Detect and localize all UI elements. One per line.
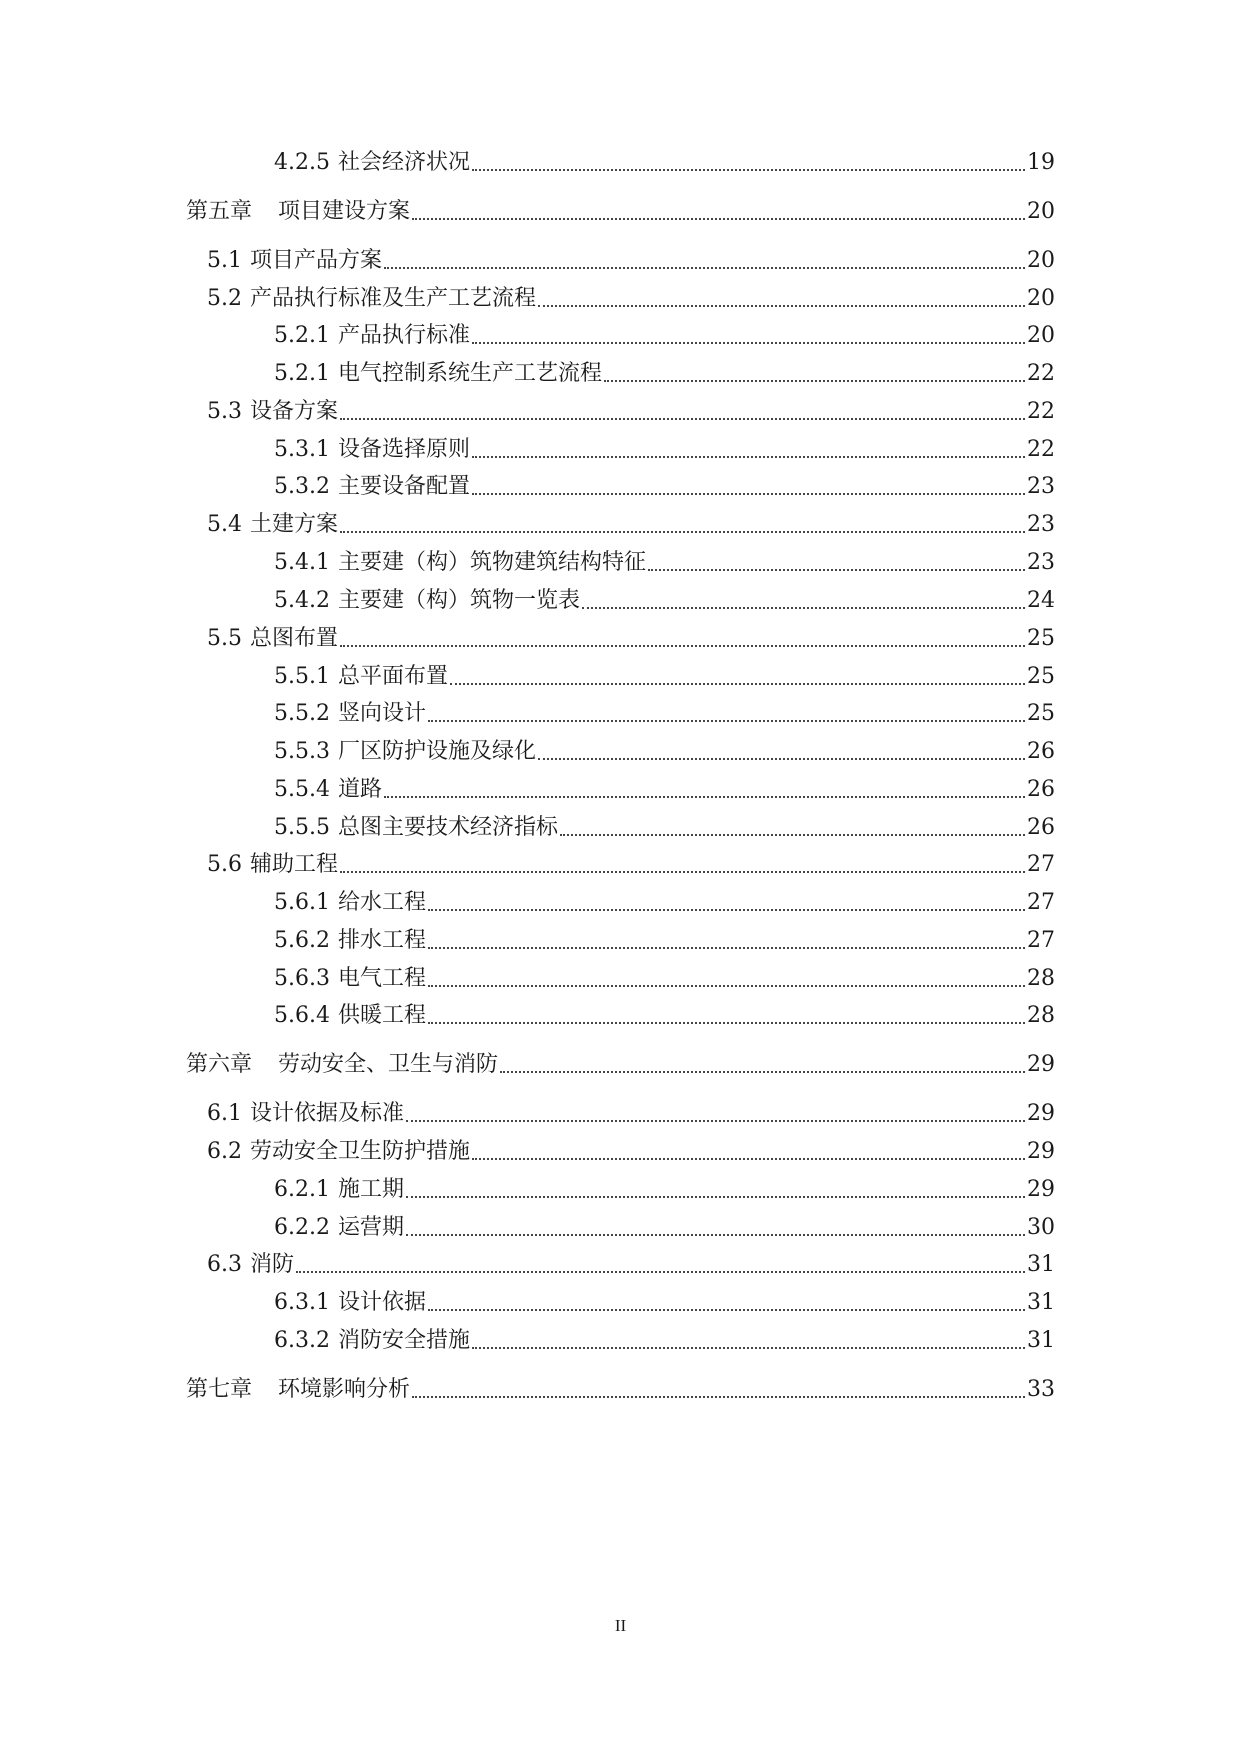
- toc-entry-page: 22: [1027, 437, 1055, 462]
- toc-entry-title: 厂区防护设施及绿化: [337, 739, 536, 764]
- toc-entry-number: 5.3: [207, 399, 242, 424]
- toc-entry-page: 27: [1027, 852, 1055, 877]
- toc-entry-title: 劳动安全、卫生与消防: [278, 1052, 499, 1077]
- toc-entry[interactable]: [274, 729, 1055, 767]
- toc-dot-leader: [428, 1022, 1025, 1024]
- toc-entry[interactable]: [207, 276, 1055, 314]
- toc-entry[interactable]: [274, 1280, 1055, 1318]
- toc-entry-title: 土建方案: [250, 512, 339, 537]
- toc-entry[interactable]: [207, 389, 1055, 427]
- toc-entry[interactable]: [274, 918, 1055, 956]
- toc-entry[interactable]: [207, 238, 1055, 276]
- toc-entry[interactable]: [186, 1367, 1055, 1405]
- toc-entry-number: 5.5.4: [274, 777, 330, 802]
- toc-entry-number: 5.2.1: [274, 361, 330, 386]
- toc-dot-leader: [296, 1271, 1025, 1273]
- toc-entry[interactable]: [207, 1242, 1055, 1280]
- page-number: II: [614, 1616, 627, 1635]
- toc-entry-title: 总图主要技术经济指标: [337, 815, 558, 840]
- toc-entry-page: 30: [1027, 1215, 1055, 1240]
- toc-entry-page: 20: [1027, 199, 1055, 224]
- toc-entry[interactable]: [207, 1129, 1055, 1167]
- toc-entry-number: 第五章: [186, 199, 253, 224]
- toc-dot-leader: [472, 493, 1025, 495]
- toc-entry-page: 26: [1027, 777, 1055, 802]
- toc-entry-page: 19: [1027, 150, 1055, 175]
- toc-entry[interactable]: [274, 1167, 1055, 1205]
- toc-entry[interactable]: [274, 578, 1055, 616]
- toc-dot-leader: [340, 871, 1025, 873]
- toc-entry-title: 辅助工程: [250, 852, 339, 877]
- toc-entry-number: 5.5.5: [274, 815, 330, 840]
- toc-entry[interactable]: [274, 427, 1055, 465]
- toc-entry-number: 5.2.1: [274, 323, 330, 348]
- toc-entry[interactable]: [274, 993, 1055, 1031]
- toc-dot-leader: [412, 218, 1025, 220]
- toc-entry-number: 6.3.1: [274, 1290, 330, 1315]
- toc-dot-leader: [406, 1196, 1025, 1198]
- toc-entry-number: 5.3.1: [274, 437, 330, 462]
- toc-entry[interactable]: [274, 654, 1055, 692]
- toc-entry-title: 产品执行标准: [337, 323, 470, 348]
- toc-entry-page: 25: [1027, 701, 1055, 726]
- toc-entry-title: 电气工程: [337, 966, 426, 991]
- toc-entry-number: 5.6.1: [274, 890, 330, 915]
- toc-dot-leader: [472, 456, 1025, 458]
- toc-entry-title: 劳动安全卫生防护措施: [250, 1139, 471, 1164]
- toc-entry-number: 5.2: [207, 286, 242, 311]
- toc-entry-page: 29: [1027, 1177, 1055, 1202]
- toc-entry-number: 6.2.2: [274, 1215, 330, 1240]
- toc-entry-page: 31: [1027, 1290, 1055, 1315]
- toc-entry-number: 5.5.2: [274, 701, 330, 726]
- toc-dot-leader: [412, 1396, 1025, 1398]
- toc-entry-number: 5.6.4: [274, 1003, 330, 1028]
- toc-entry-title: 主要设备配置: [337, 474, 470, 499]
- toc-entry-title: 总平面布置: [337, 664, 448, 689]
- toc-entry[interactable]: [274, 1318, 1055, 1356]
- toc-entry-page: 29: [1027, 1101, 1055, 1126]
- toc-dot-leader: [428, 1309, 1025, 1311]
- toc-dot-leader: [648, 569, 1025, 571]
- toc-entry-title: 道路: [337, 777, 382, 802]
- toc-entry[interactable]: [207, 616, 1055, 654]
- toc-entry-number: 5.5: [207, 626, 242, 651]
- toc-entry-page: 24: [1027, 588, 1055, 613]
- toc-entry-page: 22: [1027, 361, 1055, 386]
- toc-entry[interactable]: [274, 805, 1055, 843]
- toc-entry-page: 31: [1027, 1328, 1055, 1353]
- toc-entry-page: 29: [1027, 1139, 1055, 1164]
- toc-entry-title: 电气控制系统生产工艺流程: [337, 361, 602, 386]
- toc-dot-leader: [582, 607, 1025, 609]
- toc-entry-title: 环境影响分析: [278, 1377, 411, 1402]
- toc-dot-leader: [472, 342, 1025, 344]
- toc-entry-page: 23: [1027, 512, 1055, 537]
- toc-entry[interactable]: [186, 189, 1055, 227]
- toc-entry[interactable]: [207, 502, 1055, 540]
- toc-entry-page: 33: [1027, 1377, 1055, 1402]
- toc-entry-number: 6.3.2: [274, 1328, 330, 1353]
- toc-dot-leader: [384, 267, 1025, 269]
- toc-entry-title: 施工期: [337, 1177, 404, 1202]
- toc-entry[interactable]: [274, 691, 1055, 729]
- toc-entry-title: 消防: [250, 1252, 295, 1277]
- toc-entry-title: 供暖工程: [337, 1003, 426, 1028]
- toc-entry-title: 设备方案: [250, 399, 339, 424]
- toc-entry-title: 设备选择原则: [337, 437, 470, 462]
- toc-entry[interactable]: [274, 767, 1055, 805]
- toc-entry-page: 25: [1027, 664, 1055, 689]
- toc-entry-title: 给水工程: [337, 890, 426, 915]
- toc-entry[interactable]: [207, 1091, 1055, 1129]
- toc-dot-leader: [428, 985, 1025, 987]
- toc-entry[interactable]: [274, 880, 1055, 918]
- toc-dot-leader: [428, 720, 1025, 722]
- toc-entry[interactable]: [274, 351, 1055, 389]
- toc-entry-number: 5.6.3: [274, 966, 330, 991]
- toc-dot-leader: [472, 169, 1025, 171]
- toc-entry-title: 总图布置: [250, 626, 339, 651]
- toc-dot-leader: [406, 1234, 1025, 1236]
- toc-entry-page: 20: [1027, 248, 1055, 273]
- toc-entry-page: 20: [1027, 286, 1055, 311]
- toc-entry-page: 28: [1027, 1003, 1055, 1028]
- toc-entry-title: 项目建设方案: [278, 199, 411, 224]
- toc-entry-title: 设计依据及标准: [250, 1101, 405, 1126]
- toc-entry-number: 5.5.3: [274, 739, 330, 764]
- toc-entry-number: 5.5.1: [274, 664, 330, 689]
- toc-entry[interactable]: [274, 140, 1055, 178]
- toc-entry-title: 项目产品方案: [250, 248, 383, 273]
- toc-dot-leader: [538, 305, 1025, 307]
- toc-entry-number: 6.2.1: [274, 1177, 330, 1202]
- toc-entry-page: 28: [1027, 966, 1055, 991]
- toc-entry-number: 6.1: [207, 1101, 242, 1126]
- toc-dot-leader: [472, 1347, 1025, 1349]
- toc-dot-leader: [428, 909, 1025, 911]
- toc-entry-page: 23: [1027, 474, 1055, 499]
- toc-dot-leader: [500, 1071, 1025, 1073]
- toc-entry-number: 5.4: [207, 512, 242, 537]
- toc-entry-title: 产品执行标准及生产工艺流程: [250, 286, 537, 311]
- toc-entry-number: 5.1: [207, 248, 242, 273]
- toc-entry-page: 27: [1027, 928, 1055, 953]
- toc-entry-title: 社会经济状况: [337, 150, 470, 175]
- toc-dot-leader: [384, 796, 1025, 798]
- toc-entry[interactable]: [207, 842, 1055, 880]
- toc-entry-page: 26: [1027, 739, 1055, 764]
- toc-entry-title: 主要建（构）筑物一览表: [337, 588, 580, 613]
- toc-entry-page: 20: [1027, 323, 1055, 348]
- toc-dot-leader: [340, 418, 1025, 420]
- toc-entry-number: 第七章: [186, 1377, 253, 1402]
- toc-entry-number: 5.4.2: [274, 588, 330, 613]
- toc-entry[interactable]: [274, 313, 1055, 351]
- toc-entry[interactable]: [274, 464, 1055, 502]
- toc-entry-page: 27: [1027, 890, 1055, 915]
- toc-entry-title: 消防安全措施: [337, 1328, 470, 1353]
- toc-entry[interactable]: [274, 540, 1055, 578]
- toc-dot-leader: [472, 1158, 1025, 1160]
- toc-dot-leader: [340, 645, 1025, 647]
- toc-entry-number: 第六章: [186, 1052, 253, 1077]
- toc-entry-title: 主要建（构）筑物建筑结构特征: [337, 550, 646, 575]
- toc-entry-title: 竖向设计: [337, 701, 426, 726]
- toc-dot-leader: [340, 531, 1025, 533]
- toc-dot-leader: [428, 947, 1025, 949]
- toc-entry-number: 5.4.1: [274, 550, 330, 575]
- toc-entry-page: 22: [1027, 399, 1055, 424]
- toc-entry-title: 排水工程: [337, 928, 426, 953]
- toc-entry-number: 5.3.2: [274, 474, 330, 499]
- toc-dot-leader: [538, 758, 1025, 760]
- toc-dot-leader: [560, 834, 1025, 836]
- toc-entry[interactable]: [186, 1042, 1055, 1080]
- toc-dot-leader: [450, 683, 1025, 685]
- toc-entry-number: 4.2.5: [274, 150, 330, 175]
- toc-entry-number: 6.3: [207, 1252, 242, 1277]
- toc-entry-page: 29: [1027, 1052, 1055, 1077]
- toc-entry-page: 31: [1027, 1252, 1055, 1277]
- toc-entry-number: 6.2: [207, 1139, 242, 1164]
- toc-entry[interactable]: [274, 1205, 1055, 1243]
- toc-entry-number: 5.6.2: [274, 928, 330, 953]
- toc-entry-page: 26: [1027, 815, 1055, 840]
- toc-entry-page: 23: [1027, 550, 1055, 575]
- toc-entry-number: 5.6: [207, 852, 242, 877]
- toc-entry[interactable]: [274, 956, 1055, 994]
- toc-entry-title: 运营期: [337, 1215, 404, 1240]
- toc-dot-leader: [604, 380, 1025, 382]
- toc-entry-title: 设计依据: [337, 1290, 426, 1315]
- toc-dot-leader: [406, 1120, 1025, 1122]
- toc-entry-page: 25: [1027, 626, 1055, 651]
